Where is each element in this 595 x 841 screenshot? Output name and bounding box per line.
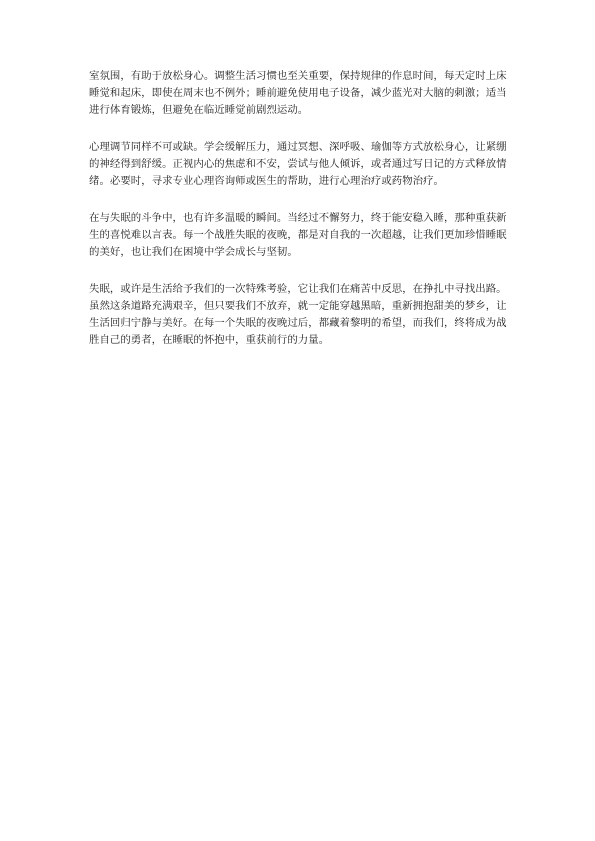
paragraph-sleep-habits: 室氛围，有助于放松身心。调整生活习惯也至关重要，保持规律的作息时间，每天定时上床睡觉和起床，即使在周末也不例外；睡前避免使用电子设备，减少蓝光对大脑的刺激；适当进行体育锻炼，但避免在临近睡觉前剧烈运动。 [89, 70, 507, 116]
document-body [89, 68, 515, 369]
paragraph-warm-moments: 在与失眠的斗争中，也有许多温暖的瞬间。当经过不懈努力，终于能安稳入睡，那种重获新生的喜悦难以言表。每一个战胜失眠的夜晚，都是对自我的一次超越，让我们更加珍惜睡眠的美好，也让我们在困境中学会成长与坚韧。 [89, 212, 507, 258]
paragraph-psychological-adjustment: 心理调节同样不可或缺。学会缓解压力，通过冥想、深呼吸、瑜伽等方式放松身心，让紧绷的神经得到舒缓。正视内心的焦虑和不安，尝试与他人倾诉，或者通过写日记的方式释放情绪。必要时，寻求专业心理咨询师或医生的帮助，进行心理治疗或药物治疗。 [89, 141, 507, 187]
paragraph-conclusion: 失眠，或许是生活给予我们的一次特殊考验，它让我们在痛苦中反思，在挣扎中寻找出路。虽然这条道路充满艰辛，但只要我们不放弃，就一定能穿越黑暗，重新拥抱甜美的梦乡，让生活回归宁静与美好。在每一个失眠的夜晚过后，都藏着黎明的希望，而我们，终将成为战胜自己的勇者，在睡眠的怀抱中，重获前行的力量。 [89, 283, 507, 346]
